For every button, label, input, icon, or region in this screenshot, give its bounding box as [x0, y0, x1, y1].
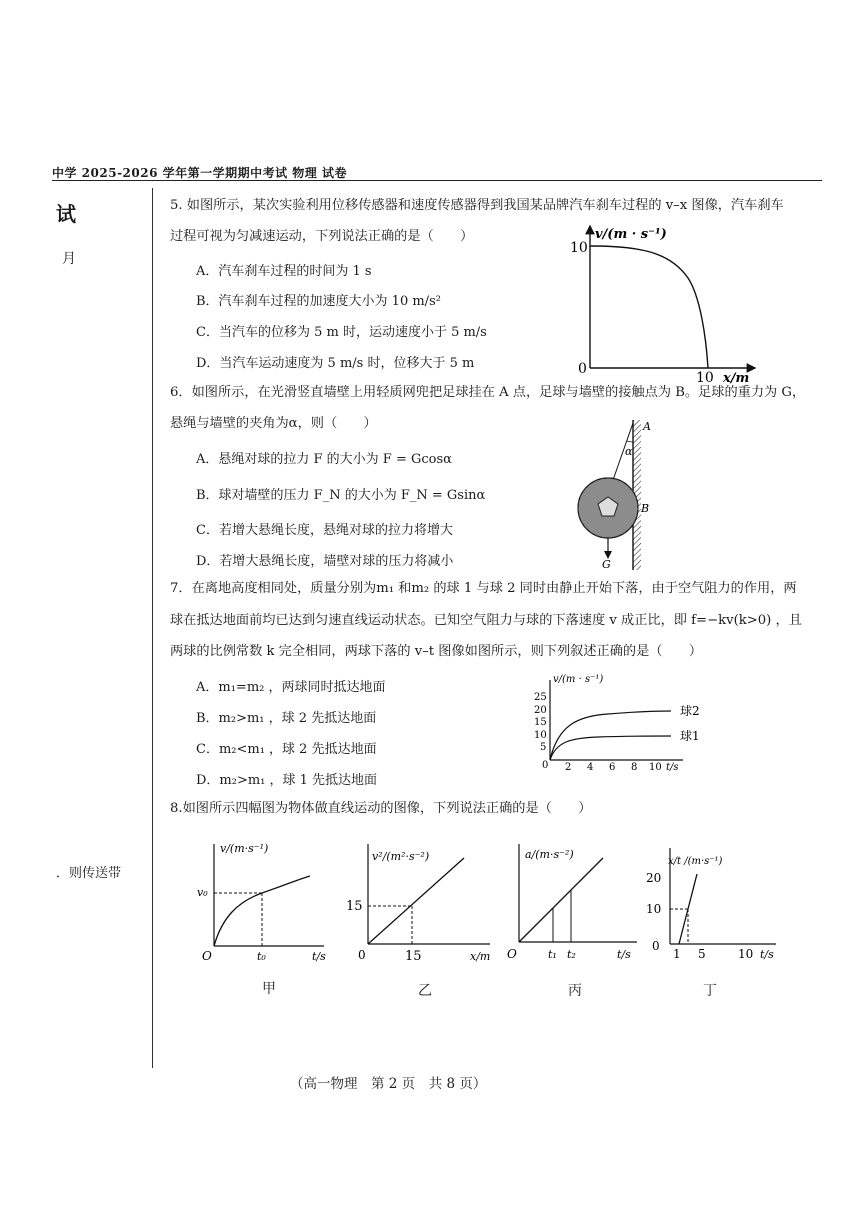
q5-option-d: D．当汽车运动速度为 5 m/s 时，位移大于 5 m — [196, 356, 475, 371]
q7-ylabel: v/(m · s⁻¹) — [553, 674, 604, 685]
side-label-yue: 月 — [62, 251, 76, 267]
q7-vt-graph — [528, 670, 718, 775]
q7-curve-ball1 — [550, 736, 671, 760]
q7-ytick-10: 10 — [534, 730, 547, 741]
q7-ytick-5: 5 — [540, 742, 547, 753]
q7-option-b: B．m₂>m₁ ，球 2 先抵达地面 — [196, 711, 377, 726]
q7-label-ball1: 球1 — [680, 729, 700, 743]
caption-ding: 丁 — [703, 983, 717, 999]
q6-stem-line1: 6．如图所示，在光滑竖直墙壁上用轻质网兜把足球挂在 A 点，足球与墙壁的接触点为 B。足球的重力为 G， — [170, 385, 806, 400]
ding-x1: 1 — [673, 947, 681, 961]
q5-origin: 0 — [578, 361, 587, 377]
caption-jia: 甲 — [262, 981, 276, 997]
q5-vx-graph — [560, 218, 770, 388]
ding-origin: 0 — [652, 939, 660, 953]
q6-option-a: A．悬绳对球的拉力 F 的大小为 F = Gcosα — [196, 452, 452, 467]
q5-x10: 10 — [696, 370, 714, 386]
jia-origin: O — [202, 949, 212, 963]
ding-x5: 5 — [698, 947, 706, 961]
bing-line — [519, 858, 603, 942]
q7-stem-line2: 球在抵达地面前均已达到匀速直线运动状态。已知空气阻力与球的下落速度 v 成正比，即 f=−kv(k>0) ，且 — [170, 613, 802, 628]
jia-xlabel: t/s — [312, 950, 326, 963]
header-rule — [52, 180, 822, 181]
q7-ytick-20: 20 — [534, 705, 547, 716]
q5-option-a: A．汽车刹车过程的时间为 1 s — [196, 264, 372, 279]
q6-ball-wall-figure — [565, 415, 665, 575]
q5-xlabel: x/m — [723, 371, 750, 386]
ding-y10: 10 — [646, 902, 662, 916]
q7-xtick-4: 4 — [587, 762, 594, 773]
q5-y10: 10 — [570, 240, 588, 256]
jia-ylabel: v/(m·s⁻¹) — [220, 842, 269, 855]
q7-option-a: A．m₁=m₂ ，两球同时抵达地面 — [196, 680, 386, 695]
q8-stem: 8.如图所示四幅图为物体做直线运动的图像，下列说法正确的是（ ） — [170, 801, 592, 816]
q8-graph-yi — [342, 838, 502, 968]
q6-label-alpha: α — [625, 445, 633, 458]
q6-option-c: C．若增大悬绳长度，悬绳对球的拉力将增大 — [196, 523, 453, 538]
q7-xtick-6: 6 — [609, 762, 616, 773]
caption-bing: 丙 — [568, 983, 582, 999]
yi-y15: 15 — [346, 899, 363, 914]
exam-header: 中学 2025-2026 学年第一学期期中考试 物理 试卷 — [52, 166, 347, 180]
q7-ytick-25: 25 — [534, 692, 547, 703]
ding-x10: 10 — [738, 947, 754, 961]
q7-xtick-8: 8 — [631, 762, 638, 773]
q7-origin: 0 — [542, 760, 549, 771]
q6-stem-line2: 悬绳与墙壁的夹角为α，则（ ） — [170, 416, 377, 431]
bing-t1: t₁ — [548, 948, 557, 961]
bing-origin: O — [507, 947, 517, 961]
q6-label-a: A — [643, 420, 651, 433]
q7-option-d: D．m₂>m₁ ，球 1 先抵达地面 — [196, 773, 378, 788]
q7-xlabel: t/s — [666, 762, 679, 773]
yi-origin: 0 — [358, 948, 366, 962]
q5-option-b: B．汽车刹车过程的加速度大小为 10 m/s² — [196, 294, 441, 309]
q7-label-ball2: 球2 — [680, 704, 700, 718]
q7-xtick-10: 10 — [649, 762, 662, 773]
ding-xlabel: t/s — [760, 948, 774, 961]
yi-line — [368, 858, 464, 944]
q5-option-c: C．当汽车的位移为 5 m 时，运动速度小于 5 m/s — [196, 325, 487, 340]
q6-option-d: D．若增大悬绳长度，墙壁对球的压力将减小 — [196, 554, 454, 569]
ding-y20: 20 — [646, 871, 662, 885]
jia-v0: v₀ — [197, 886, 208, 899]
yi-ylabel: v²/(m²·s⁻²) — [372, 850, 430, 863]
binding-margin-line — [152, 188, 153, 1068]
q7-y-ticks — [534, 692, 547, 753]
bing-t2: t₂ — [567, 948, 576, 961]
caption-yi: 乙 — [418, 983, 432, 999]
jia-t0: t₀ — [257, 950, 266, 963]
q8-graph-ding — [642, 838, 782, 968]
side-fragment-belt: ．则传送带 — [56, 866, 122, 881]
yi-x15: 15 — [405, 949, 422, 964]
q5-ylabel: v/(m · s⁻¹) — [595, 227, 667, 242]
q6-angle-arc — [627, 441, 633, 442]
q7-xtick-2: 2 — [565, 762, 572, 773]
yi-xlabel: x/m — [470, 950, 491, 963]
q5-stem-line2: 过程可视为匀减速运动，下列说法正确的是（ ） — [170, 229, 474, 244]
q6-label-b: B — [641, 502, 650, 515]
q7-stem-line3: 两球的比例常数 k 完全相同，两球下落的 v–t 图像如图所示，则下列叙述正确的是（ ） — [170, 644, 703, 659]
q6-label-g: G — [602, 558, 611, 571]
q7-option-c: C．m₂<m₁ ，球 2 先抵达地面 — [196, 742, 377, 757]
ding-ylabel: x/t /(m·s⁻¹) — [668, 856, 723, 867]
q8-graph-jia — [192, 838, 332, 968]
q6-option-b: B．球对墙壁的压力 F_N 的大小为 F_N = Gsinα — [196, 488, 486, 503]
q5-curve — [590, 246, 708, 368]
side-label-shi: 试 — [56, 202, 76, 226]
page-footer: （高一物理 第 2 页 共 8 页） — [290, 1076, 487, 1092]
bing-ylabel: a/(m·s⁻²) — [525, 848, 574, 861]
q5-stem-line1: 5. 如图所示，某次实验利用位移传感器和速度传感器得到我国某品牌汽车刹车过程的 v–x 图像，汽车刹车 — [170, 198, 784, 213]
q8-graph-bing — [505, 838, 645, 968]
bing-xlabel: t/s — [617, 948, 631, 961]
q7-x-ticks — [565, 762, 662, 773]
q7-stem-line1: 7．在离地高度相同处，质量分别为m₁ 和m₂ 的球 1 与球 2 同时由静止开始下落，由于空气阻力的作用，两 — [170, 581, 797, 596]
q7-ytick-15: 15 — [534, 717, 547, 728]
